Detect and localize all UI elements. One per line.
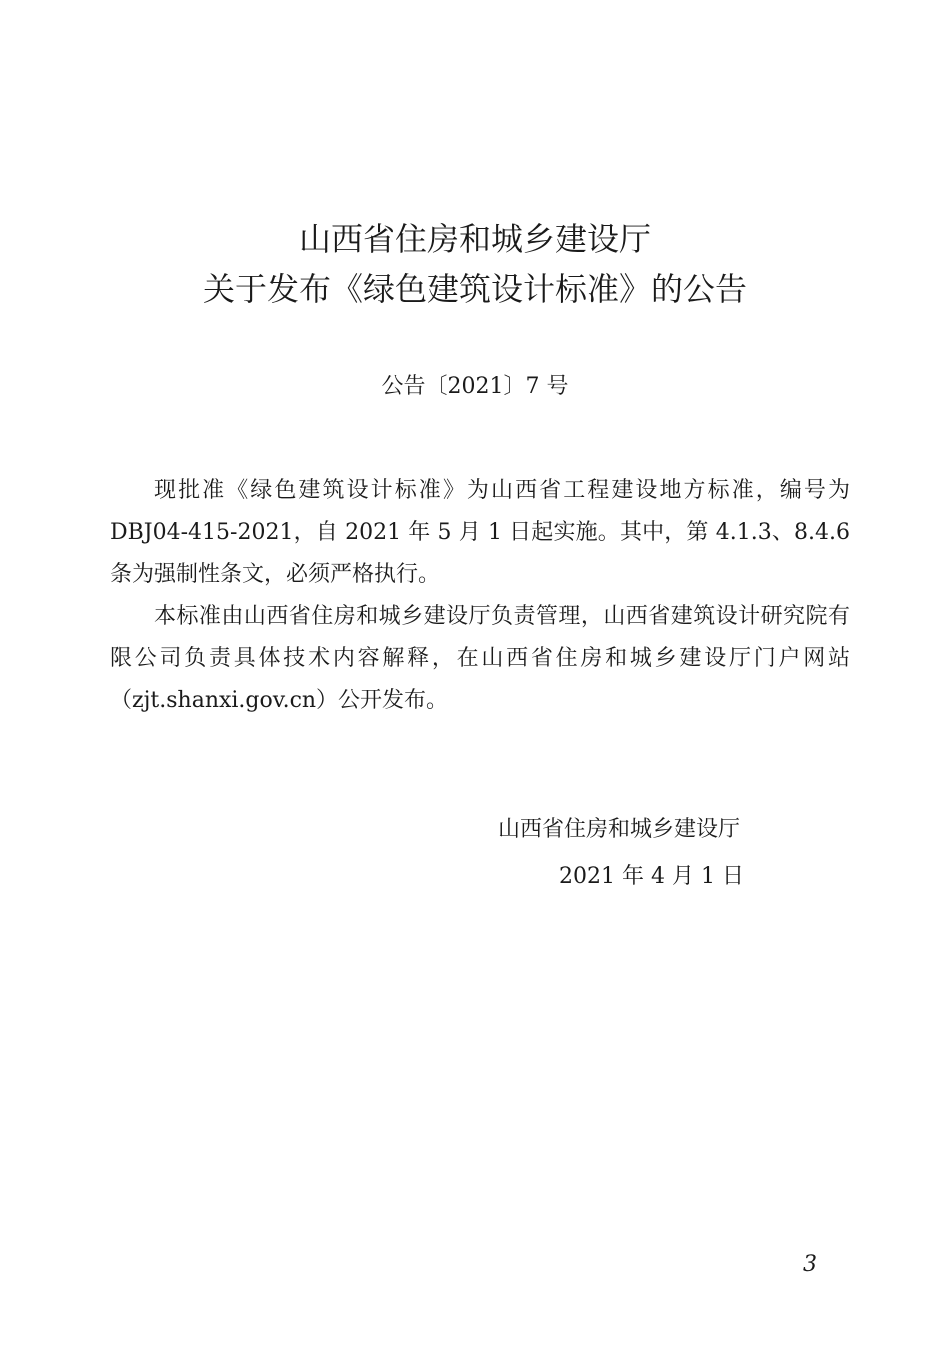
issue-date: 2021 年 4 月 1 日 [559, 864, 744, 889]
issuer-signature: 山西省住房和城乡建设厅 [498, 817, 741, 842]
announcement-title-line-2: 关于发布《绿色建筑设计标准》的公告 [202, 270, 747, 308]
body-paragraph: 现批准《绿色建筑设计标准》为山西省工程建设地方标准，编号为 DBJ04-415-2021，自 2021 年 5 月 1 日起实施。其中，第 4.1.3、8.4.6 条为强制性条文，必须严格执行。 [110, 478, 850, 587]
page-number: 3 [803, 1252, 817, 1277]
body-paragraph: 本标准由山西省住房和城乡建设厅负责管理，山西省建筑设计研究院有限公司负责具体技术内容解释，在山西省住房和城乡建设厅门户网站（zjt.shanxi.gov.cn）公开发布。 [110, 604, 850, 713]
notice-number: 公告〔2021〕7 号 [381, 374, 569, 399]
announcement-title-line-1: 山西省住房和城乡建设厅 [298, 220, 651, 258]
